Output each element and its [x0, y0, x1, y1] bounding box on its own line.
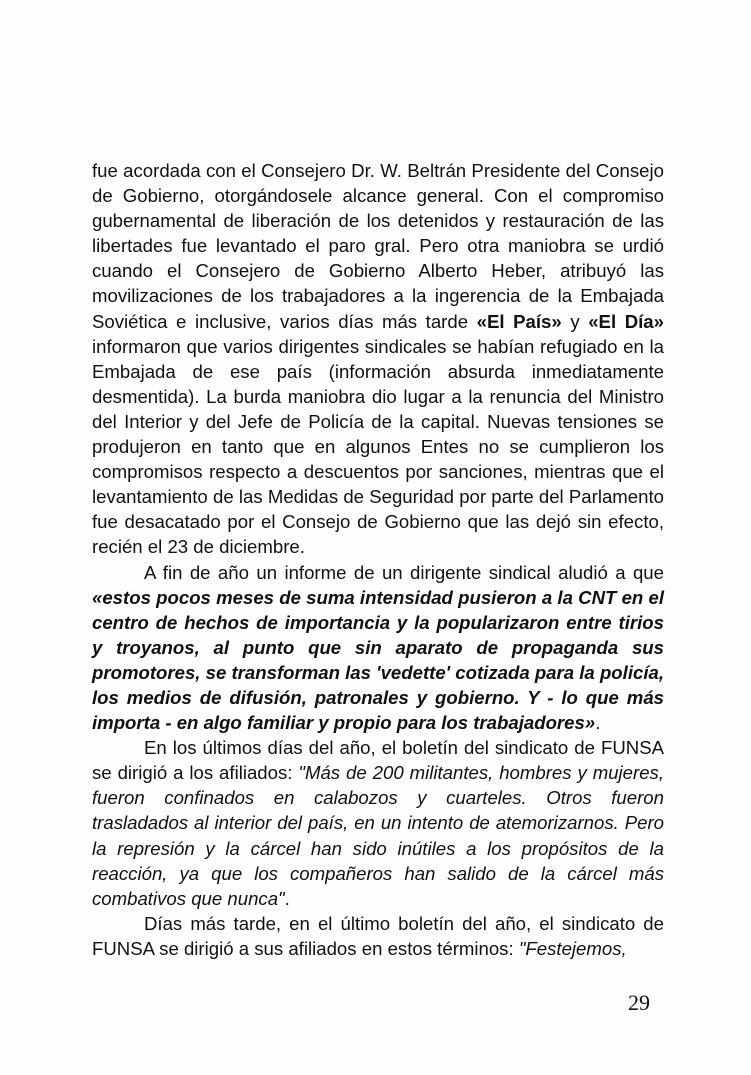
paragraph-1-text-b: y [561, 310, 589, 332]
paragraph-4-quote: "Festejemos, [518, 937, 627, 959]
paragraph-3-text-b: . [284, 887, 290, 909]
paragraph-4-text-a: Días más tarde, en el último boletín del año, el sindicato de FUNSA se dirigió a sus afiliados en estos términos: [92, 912, 664, 959]
paragraph-2-text-b: . [595, 712, 601, 734]
paragraph-2 [92, 560, 664, 736]
paragraph-4 [92, 911, 664, 961]
page-number: 29 [628, 990, 650, 1015]
paragraph-2-text-a: A fin de año un informe de un dirigente sindical aludió a que [144, 561, 664, 583]
body-text [92, 158, 664, 961]
newspaper-el-dia: «El Día» [588, 310, 664, 332]
newspaper-el-pais: «El País» [476, 310, 562, 332]
paragraph-3 [92, 735, 664, 911]
paragraph-1 [92, 158, 664, 560]
paragraph-1-text-c: informaron que varios dirigentes sindicales se habían refugiado en la Embajada de ese país (información absurda inmediatamente desmentida). La burda maniobra dio lugar a la renuncia del Ministro del Interior y del Jefe de Policía de la capital. Nuevas tensiones se produjeron en tanto que en algunos Entes no se cumplieron los compromisos respecto a descuentos por sanciones, mientras que el levantamiento de las Medidas de Seguridad por parte del Parlamento fue desacatado por el Consejo de Gobierno que las dejó sin efecto, recién el 23 de diciembre. [92, 335, 664, 558]
paragraph-3-quote: "Más de 200 militantes, hombres y mujeres, fueron confinados en calabozos y cuarteles. Otros fueron trasladados al interior del país, en un intento de atemorizarnos. Pero la represión y la cárcel han sido inútiles a los propósitos de la reacción, ya que los compañeros han salido de la cárcel más combativos que nunca" [92, 762, 664, 909]
paragraph-1-text-a: fue acordada con el Consejero Dr. W. Beltrán Presidente del Consejo de Gobierno, otorgándosele alcance general. Con el compromiso gubernamental de liberación de los detenidos y restauración de las libertades fue levantado el paro gral. Pero otra maniobra se urdió cuando el Consejero de Gobierno Alberto Heber, atribuyó las movilizaciones de los trabajadores a la ingerencia de la Embajada Soviética e inclusive, varios días más tarde [92, 160, 664, 332]
paragraph-3-text-a: En los últimos días del año, el boletín del sindicato de FUNSA se dirigió a los afiliados: [92, 737, 664, 784]
paragraph-2-quote: «estos pocos meses de suma intensidad pusieron a la CNT en el centro de hechos de importancia y la popularizaron entre tirios y troyanos, al punto que sin aparato de propaganda sus promotores, se transforman las 'vedette' cotizada para la policía, los medios de difusión, patronales y gobierno. Y - lo que más importa - en algo familiar y propio para los trabajadores» [92, 586, 665, 734]
